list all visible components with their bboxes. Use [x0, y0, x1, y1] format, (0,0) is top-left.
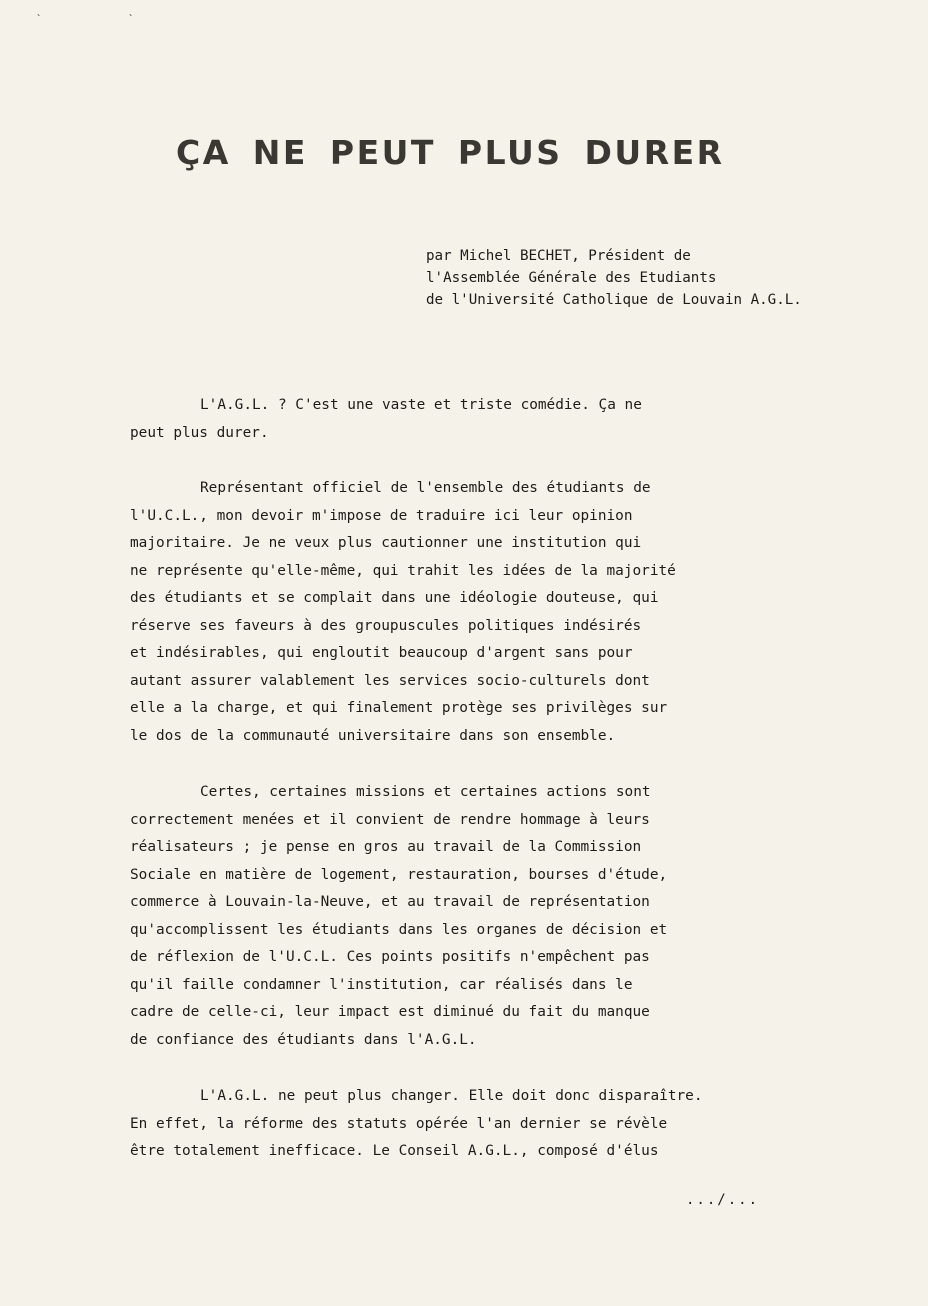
- paragraph-line: qu'accomplissent les étudiants dans les organes de décision et: [130, 921, 668, 938]
- paragraph-line: majoritaire. Je ne veux plus cautionner une institution qui: [130, 535, 642, 551]
- paragraph-line: autant assurer valablement les services socio-culturels dont: [130, 672, 650, 689]
- paragraph-line: de confiance des étudiants dans l'A.G.L.: [130, 1031, 477, 1048]
- byline-line: par Michel BECHET, Président de: [426, 248, 691, 264]
- paragraph-line: et indésirables, qui engloutit beaucoup d'argent sans pour: [130, 645, 633, 661]
- paragraph-line: ne représente qu'elle-même, qui trahit les idées de la majorité: [130, 562, 676, 579]
- paragraph-line: L'A.G.L. ? C'est une vaste et triste comédie. Ça ne: [200, 397, 642, 413]
- paragraph-line: le dos de la communauté universitaire dans son ensemble.: [130, 727, 616, 744]
- paragraph-line: l'U.C.L., mon devoir m'impose de traduire ici leur opinion: [130, 507, 633, 524]
- continuation-mark: .../...: [686, 1192, 760, 1208]
- paragraph-line: être totalement inefficace. Le Conseil A.G.L., composé d'élus: [130, 1143, 659, 1159]
- paragraph-line: cadre de celle-ci, leur impact est diminué du fait du manque: [130, 1004, 650, 1020]
- byline-line: de l'Université Catholique de Louvain A.G.L.: [426, 292, 802, 308]
- paragraph-line: de réflexion de l'U.C.L. Ces points positifs n'empêchent pas: [130, 949, 650, 965]
- paragraph-line: Représentant officiel de l'ensemble des étudiants de: [200, 480, 651, 496]
- paragraph-4: [130, 1083, 860, 1166]
- paragraph-line: Sociale en matière de logement, restauration, bourses d'étude,: [130, 866, 668, 883]
- paragraph-line: correctement menées et il convient de rendre hommage à leurs: [130, 811, 650, 828]
- paragraph-line: Certes, certaines missions et certaines actions sont: [200, 784, 651, 800]
- paragraph-2: [130, 475, 860, 750]
- paragraph-line: commerce à Louvain-la-Neuve, et au travail de représentation: [130, 894, 650, 910]
- edge-mark: ` `: [36, 14, 175, 25]
- paragraph-line: peut plus durer.: [130, 424, 269, 441]
- paragraph-line: réserve ses faveurs à des groupuscules politiques indésirés: [130, 617, 642, 634]
- paragraph-line: des étudiants et se complait dans une idéologie douteuse, qui: [130, 590, 659, 606]
- paragraph-line: L'A.G.L. ne peut plus changer. Elle doit donc disparaître.: [200, 1088, 703, 1104]
- paragraph-line: qu'il faille condamner l'institution, car réalisés dans le: [130, 976, 633, 993]
- byline: [426, 245, 866, 311]
- paragraph-1: [130, 392, 860, 447]
- paragraph-line: En effet, la réforme des statuts opérée l'an dernier se révèle: [130, 1115, 668, 1132]
- paragraph-line: elle a la charge, et qui finalement protège ses privilèges sur: [130, 700, 668, 716]
- paragraph-3: [130, 779, 860, 1054]
- byline-line: l'Assemblée Générale des Etudiants: [426, 270, 717, 286]
- paragraph-line: réalisateurs ; je pense en gros au travail de la Commission: [130, 839, 642, 855]
- document-title: ÇA NE PEUT PLUS DURER: [176, 133, 725, 172]
